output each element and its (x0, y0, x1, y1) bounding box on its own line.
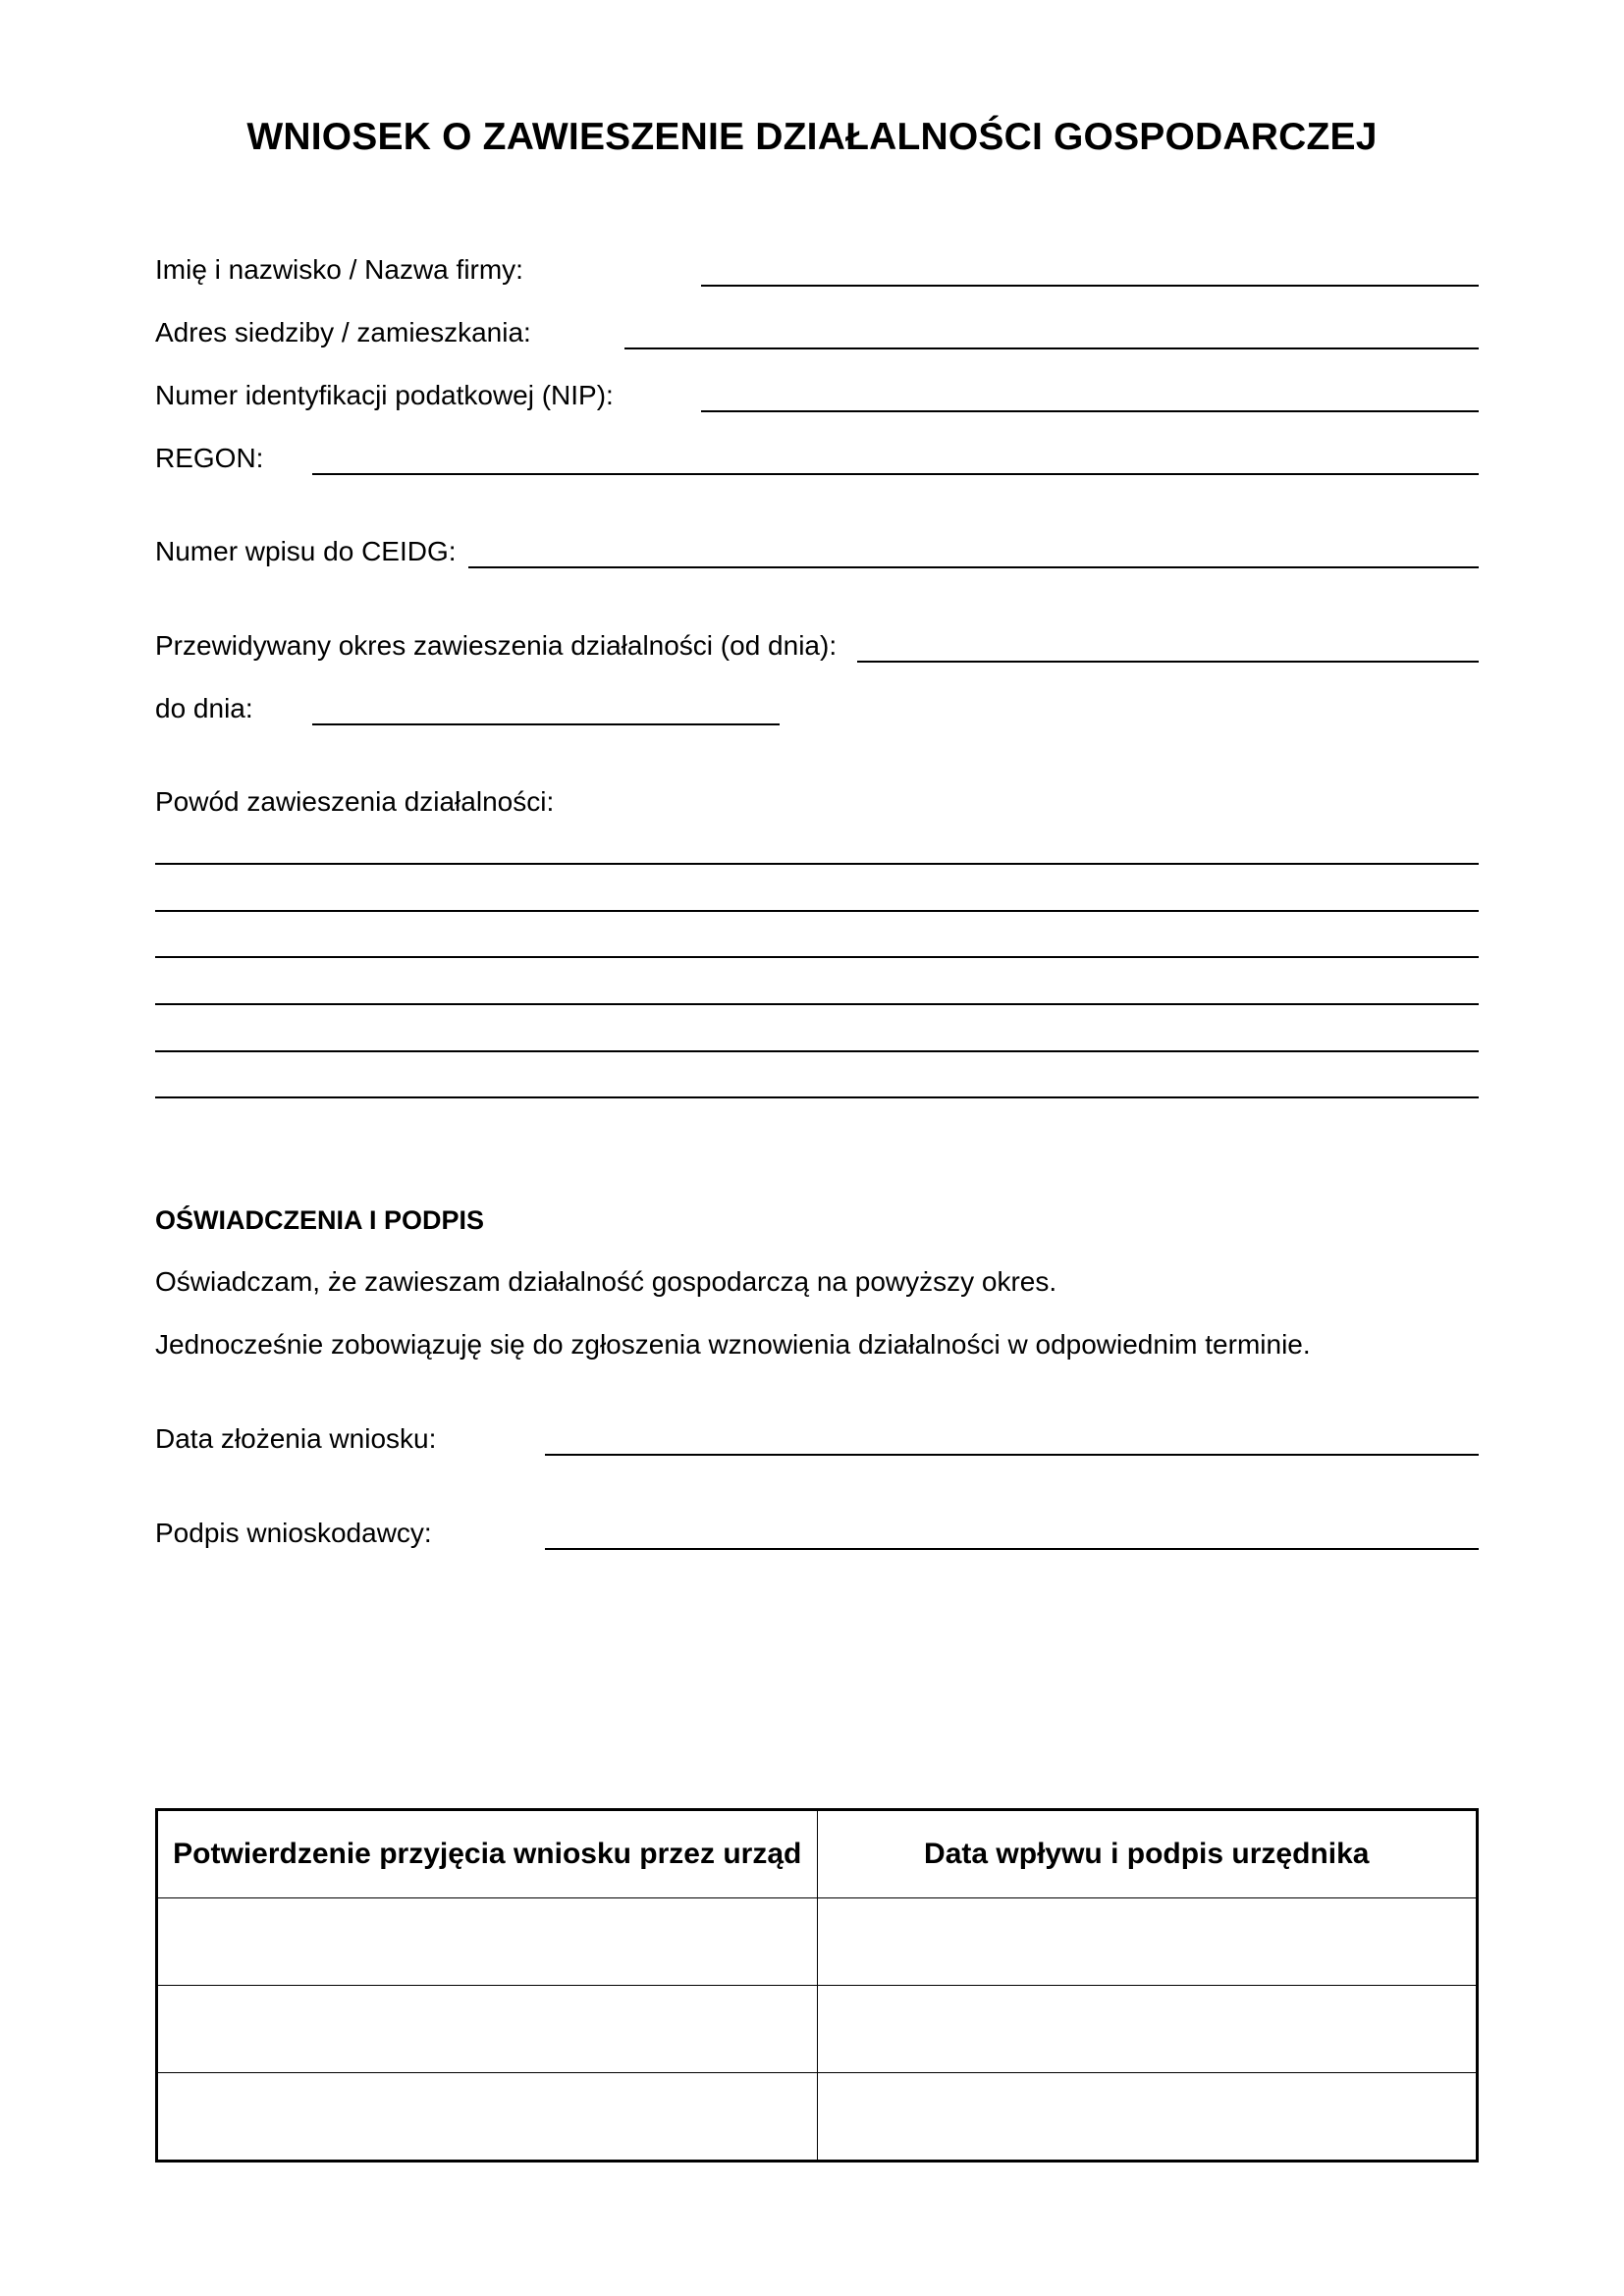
address-field[interactable] (624, 347, 1479, 349)
address-label: Adres siedziby / zamieszkania: (155, 317, 531, 347)
regon-label: REGON: (155, 443, 264, 473)
reason-line[interactable] (155, 1050, 1479, 1052)
declaration-statement-1: Oświadczam, że zawieszam działalność gospodarczą na powyższy okres. (155, 1266, 1057, 1297)
period-from-field[interactable] (857, 661, 1479, 663)
reason-line[interactable] (155, 956, 1479, 958)
table-header-confirmation: Potwierdzenie przyjęcia wniosku przez urząd (157, 1810, 818, 1898)
name-label: Imię i nazwisko / Nazwa firmy: (155, 254, 523, 285)
name-field[interactable] (701, 285, 1479, 287)
reason-line[interactable] (155, 863, 1479, 865)
nip-field[interactable] (701, 410, 1479, 412)
table-cell[interactable] (817, 1986, 1478, 2073)
page-title: WNIOSEK O ZAWIESZENIE DZIAŁALNOŚCI GOSPODARCZEJ (246, 116, 1378, 158)
declaration-heading: OŚWIADCZENIA I PODPIS (155, 1205, 485, 1235)
period-from-label: Przewidywany okres zawieszenia działalności (od dnia): (155, 630, 838, 661)
submission-date-label: Data złożenia wniosku: (155, 1423, 437, 1454)
regon-field[interactable] (312, 473, 1479, 475)
reason-line[interactable] (155, 910, 1479, 912)
ceidg-label: Numer wpisu do CEIDG: (155, 536, 457, 566)
reason-line[interactable] (155, 1096, 1479, 1098)
table-row (157, 1898, 1478, 1986)
table-cell[interactable] (157, 1898, 818, 1986)
nip-label: Numer identyfikacji podatkowej (NIP): (155, 380, 614, 410)
submission-date-field[interactable] (545, 1454, 1479, 1456)
table-row (157, 1986, 1478, 2073)
table-cell[interactable] (817, 1898, 1478, 1986)
reason-label: Powód zawieszenia działalności: (155, 786, 555, 817)
period-to-field[interactable] (312, 723, 780, 725)
signature-label: Podpis wnioskodawcy: (155, 1518, 432, 1548)
table-cell[interactable] (157, 2073, 818, 2162)
signature-field[interactable] (545, 1548, 1479, 1550)
table-cell[interactable] (817, 2073, 1478, 2162)
confirmation-table (155, 1808, 1479, 2163)
table-cell[interactable] (157, 1986, 818, 2073)
declaration-statement-2: Jednocześnie zobowiązuję się do zgłoszenia wznowienia działalności w odpowiednim terminie. (155, 1329, 1311, 1360)
table-row (157, 2073, 1478, 2162)
period-to-label: do dnia: (155, 693, 253, 723)
ceidg-field[interactable] (468, 566, 1479, 568)
table-header-row (157, 1810, 1478, 1898)
table-header-date-signature: Data wpływu i podpis urzędnika (817, 1810, 1478, 1898)
reason-line[interactable] (155, 1003, 1479, 1005)
